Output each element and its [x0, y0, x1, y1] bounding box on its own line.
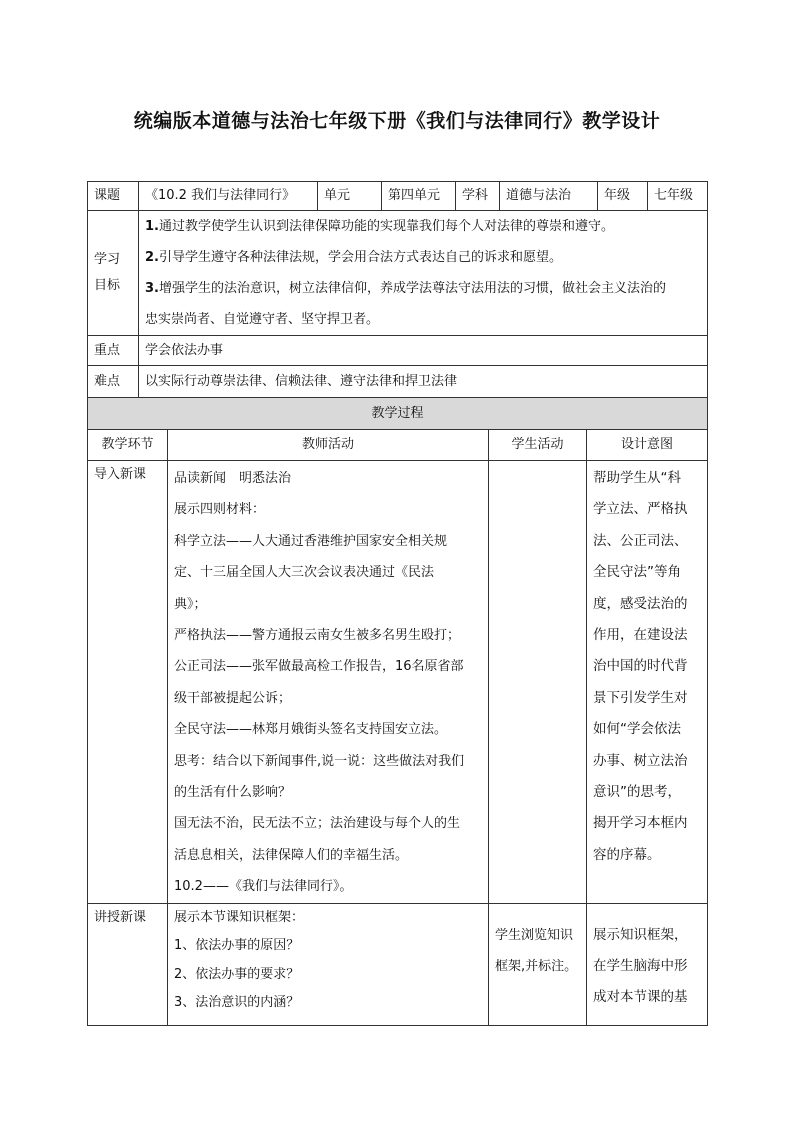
text-line: 学立法、严格执 — [593, 501, 688, 518]
intro-student-activity — [489, 461, 587, 904]
teaching-process-table — [87, 397, 708, 1026]
text-line: 学生浏览知识 — [495, 927, 574, 943]
lesson-info-table — [87, 181, 708, 398]
header-stage: 教学环节 — [88, 430, 168, 461]
text-line: 级干部被提起公诉； — [174, 690, 292, 706]
text-line: 景下引发学生对 — [593, 689, 688, 706]
subject-label: 学科 — [456, 182, 500, 211]
header-teacher: 教师活动 — [168, 430, 489, 461]
grade-label: 年级 — [598, 182, 648, 211]
goal-item: 2.引导学生遵守各种法律法规，学会用合法方式表达自己的诉求和愿望。 — [145, 250, 562, 265]
lesson-row — [88, 182, 708, 211]
text-line: 意识”的思考， — [593, 784, 681, 801]
text-line: 展示本节课知识框架： — [174, 909, 305, 925]
text-line: 思考：结合以下新闻事件,说一说：这些做法对我们 — [174, 753, 465, 769]
intro-teacher-activity — [168, 461, 489, 904]
text-line: 如何“学会依法 — [593, 721, 681, 738]
header-student: 学生活动 — [489, 430, 587, 461]
goals-row — [88, 211, 708, 336]
text-line: 全民守法”等角 — [593, 564, 681, 581]
difficulty-row — [88, 366, 708, 398]
text-line: 品读新闻 明悉法治 — [174, 471, 292, 486]
unit-label: 单元 — [318, 182, 382, 211]
lesson-value: 《10.2 我们与法律同行》 — [139, 182, 318, 211]
text-line: 科学立法——人大通过香港维护国家安全相关规 — [174, 533, 448, 549]
document-title: 统编版本道德与法治七年级下册《我们与法律同行》教学设计 — [133, 110, 661, 132]
difficulty-text: 以实际行动尊崇法律、信赖法律、遵守法律和捍卫法律 — [139, 366, 708, 398]
grade-value: 七年级 — [648, 182, 708, 211]
new-lesson-student-activity — [489, 903, 587, 1025]
goals-content — [139, 211, 708, 336]
text-line: 办事、树立法治 — [593, 752, 688, 769]
new-lesson-row — [88, 903, 708, 1025]
text-line: 成对本节课的基 — [593, 988, 688, 1005]
focus-text: 学会依法办事 — [139, 336, 708, 366]
new-lesson-teacher-activity — [168, 903, 489, 1025]
text-line: 公正司法——张军做最高检工作报告，16名原省部 — [174, 659, 464, 675]
text-line: 帮助学生从“科 — [593, 470, 681, 486]
intro-row — [88, 461, 708, 904]
unit-value: 第四单元 — [382, 182, 456, 211]
process-header-row — [88, 430, 708, 461]
header-intent: 设计意图 — [587, 430, 708, 461]
new-lesson-design-intent — [587, 903, 708, 1025]
text-line: 作用，在建设法 — [593, 627, 688, 644]
goals-label-line: 目标 — [94, 278, 121, 293]
lesson-label: 课题 — [88, 182, 139, 211]
text-line: 3、法治意识的内涵？ — [174, 995, 300, 1011]
goal-item: 1.通过教学使学生认识到法律保障功能的实现靠我们每个人对法律的尊崇和遵守。 — [145, 219, 614, 234]
text-line: 1、依法办事的原因？ — [174, 938, 300, 954]
focus-label: 重点 — [88, 336, 139, 366]
text-line: 容的序幕。 — [593, 846, 661, 863]
process-heading-row — [88, 398, 708, 430]
text-line: 的生活有什么影响？ — [174, 785, 292, 801]
text-line: 揭开学习本框内 — [593, 815, 688, 832]
goal-item: 3.增强学生的法治意识，树立法律信仰，养成学法尊法守法用法的习惯，做社会主义法治的 — [145, 281, 666, 296]
goals-label-line: 学习 — [94, 252, 121, 267]
process-heading: 教学过程 — [88, 398, 708, 430]
goals-label — [88, 211, 139, 336]
intro-design-intent — [587, 461, 708, 904]
text-line: 国无法不治，民无法不立；法治建设与每个人的生 — [174, 816, 461, 832]
text-line: 在学生脑海中形 — [593, 957, 688, 974]
focus-row — [88, 336, 708, 366]
text-line: 严格执法——警方通报云南女生被多名男生殴打； — [174, 628, 461, 644]
text-line: 2、依法办事的要求？ — [174, 966, 300, 982]
text-line: 典》； — [174, 596, 207, 612]
text-line: 10.2——《我们与法律同行》。 — [174, 879, 353, 895]
text-line: 全民守法——林郑月娥街头签名支持国安立法。 — [174, 722, 448, 738]
goal-item: 忠实崇尚者、自觉遵守者、坚守捍卫者。 — [145, 312, 380, 327]
text-line: 定、十三届全国人大三次会议表决通过《民法 — [174, 565, 435, 581]
text-line: 展示四则材料： — [174, 502, 266, 518]
subject-value: 道德与法治 — [500, 182, 598, 211]
text-line: 治中国的时代背 — [593, 658, 688, 675]
difficulty-label: 难点 — [88, 366, 139, 398]
text-line: 活息息相关，法律保障人们的幸福生活。 — [174, 847, 409, 863]
text-line: 度，感受法治的 — [593, 595, 688, 612]
text-line: 展示知识框架， — [593, 926, 688, 943]
text-line: 框架,并标注。 — [495, 958, 578, 974]
text-line: 法、公正司法、 — [593, 532, 688, 549]
intro-stage: 导入新课 — [88, 461, 168, 904]
new-lesson-stage: 讲授新课 — [88, 903, 168, 1025]
